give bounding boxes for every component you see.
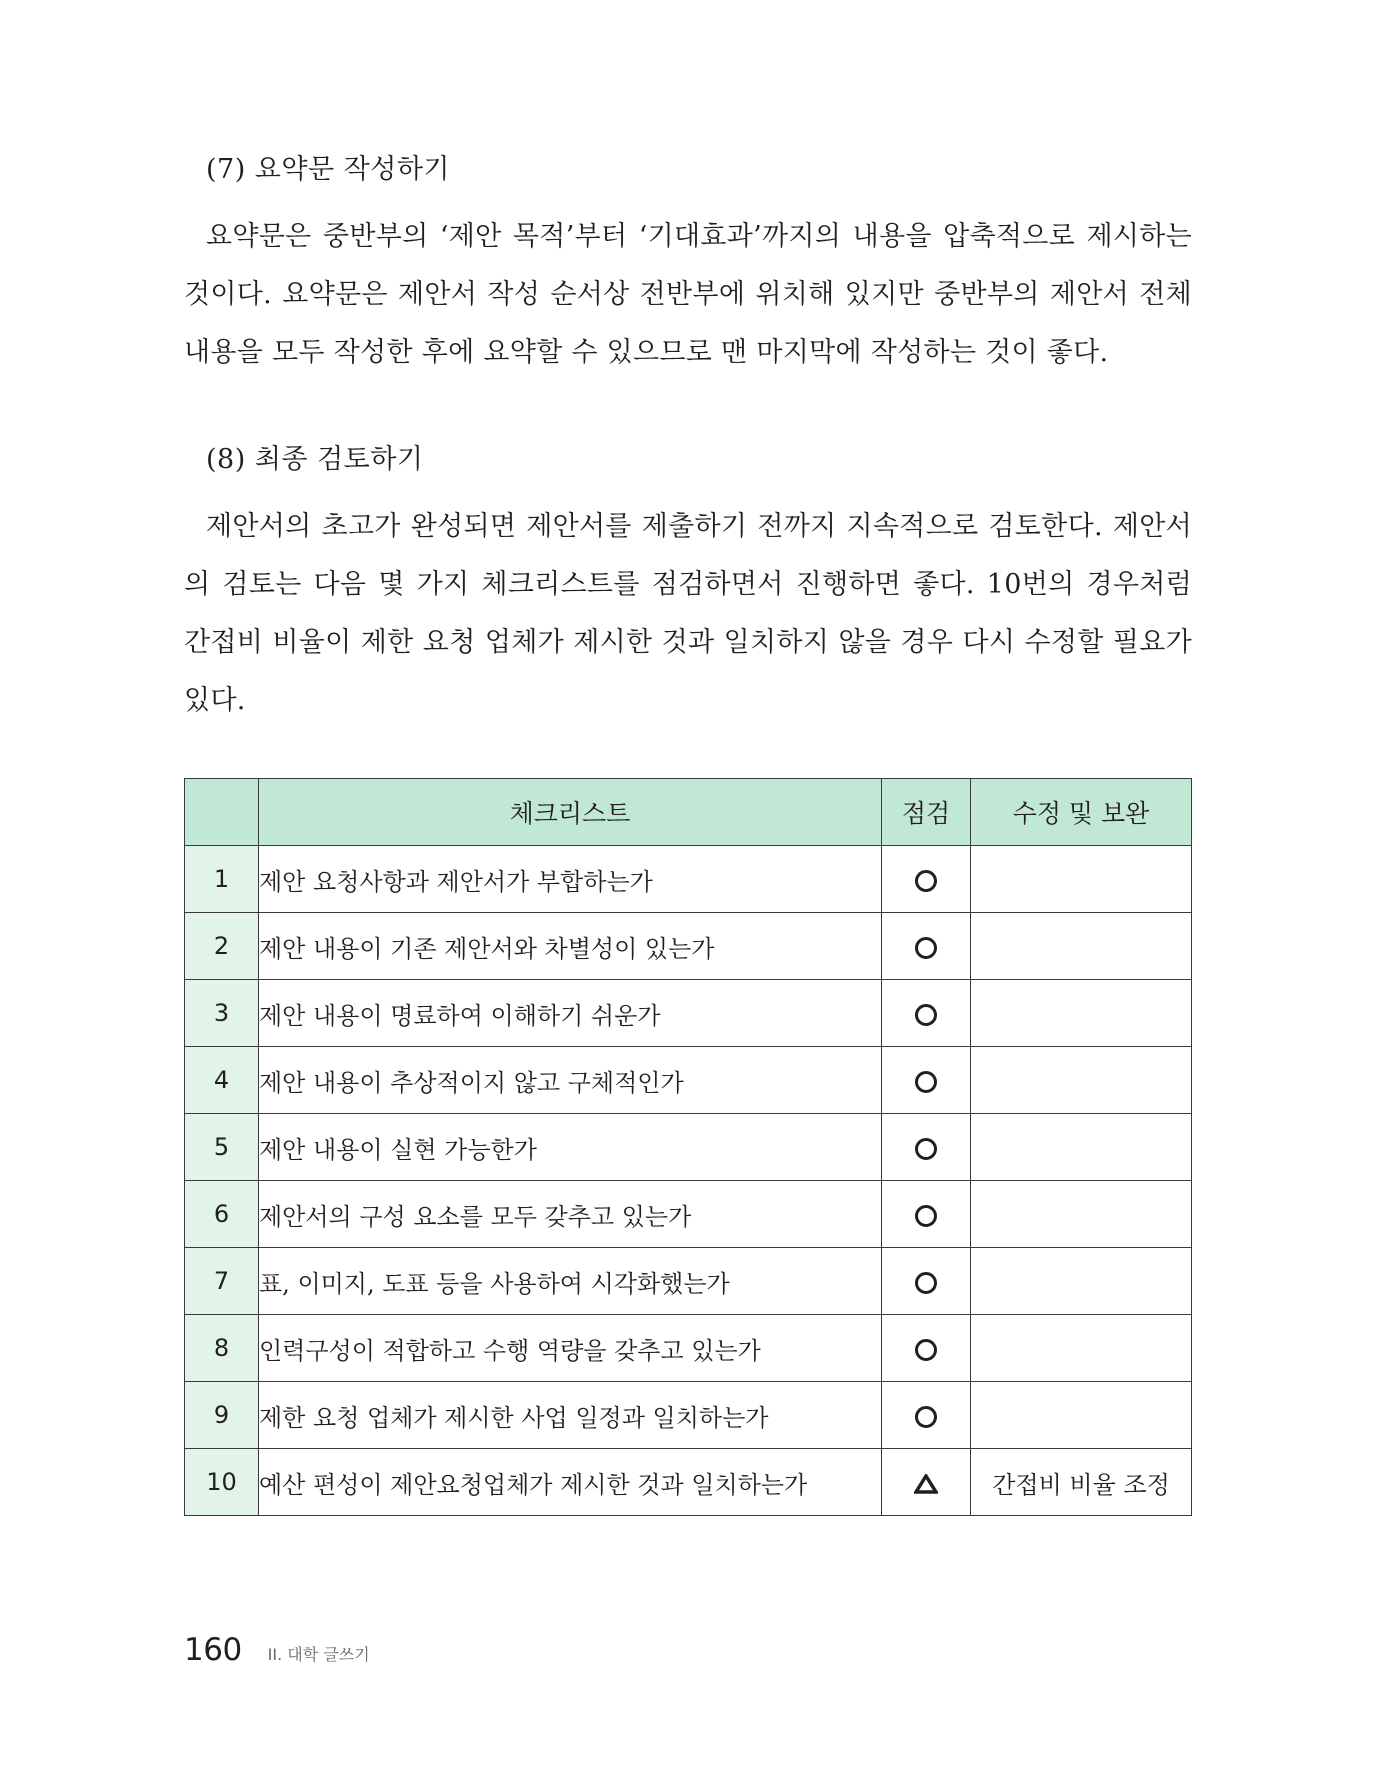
- row-number: 9: [185, 1382, 259, 1449]
- fix-note: [971, 980, 1192, 1047]
- fix-note: [971, 1382, 1192, 1449]
- fix-note: [971, 913, 1192, 980]
- check-mark-cell: [882, 846, 971, 913]
- header-checklist: 체크리스트: [259, 779, 882, 846]
- circle-mark-icon: [915, 1406, 937, 1428]
- circle-mark-icon: [915, 1004, 937, 1026]
- table-row: [185, 1047, 1192, 1114]
- checklist-item: 예산 편성이 제안요청업체가 제시한 것과 일치하는가: [259, 1449, 882, 1516]
- checklist-item: 제안서의 구성 요소를 모두 갖추고 있는가: [259, 1181, 882, 1248]
- header-check: 점검: [882, 779, 971, 846]
- check-mark-cell: [882, 1181, 971, 1248]
- check-mark-cell: [882, 1315, 971, 1382]
- header-fix: 수정 및 보완: [971, 779, 1192, 846]
- chapter-label: II. 대학 글쓰기: [267, 1645, 370, 1664]
- checklist-item: 제안 내용이 명료하여 이해하기 쉬운가: [259, 980, 882, 1047]
- table-row: [185, 980, 1192, 1047]
- row-number: 10: [185, 1449, 259, 1516]
- circle-mark-icon: [915, 1272, 937, 1294]
- checklist-item: 제안 내용이 기존 제안서와 차별성이 있는가: [259, 913, 882, 980]
- section-body: 제안서의 초고가 완성되면 제안서를 제출하기 전까지 지속적으로 검토한다. 제안서의 검토는 다음 몇 가지 체크리스트를 점검하면서 진행하면 좋다. 10번의 경우처럼 간접비 비율이 제한 요청 업체가 제시한 것과 일치하지 않을 경우 다시 수정할 필요가 있다.: [184, 511, 1192, 716]
- row-number: 1: [185, 846, 259, 913]
- fix-note: [971, 846, 1192, 913]
- table-body: [185, 846, 1192, 1516]
- checklist-table: [184, 778, 1192, 1516]
- section-body: 요약문은 중반부의 ‘제안 목적’부터 ‘기대효과’까지의 내용을 압축적으로 제시하는 것이다. 요약문은 제안서 작성 순서상 전반부에 위치해 있지만 중반부의 제안서 전체 내용을 모두 작성한 후에 요약할 수 있으므로 맨 마지막에 작성하는 것이 좋다.: [184, 221, 1192, 368]
- check-mark-cell: [882, 1382, 971, 1449]
- row-number: 7: [185, 1248, 259, 1315]
- row-number: 3: [185, 980, 259, 1047]
- table-header-row: [185, 779, 1192, 846]
- fix-note: [971, 1315, 1192, 1382]
- table-row: [185, 1315, 1192, 1382]
- row-number: 2: [185, 913, 259, 980]
- table-row: [185, 846, 1192, 913]
- checklist-item: 제안 요청사항과 제안서가 부합하는가: [259, 846, 882, 913]
- row-number: 4: [185, 1047, 259, 1114]
- circle-mark-icon: [915, 1071, 937, 1093]
- section-title: (7) 요약문 작성하기: [206, 154, 450, 185]
- circle-mark-icon: [915, 870, 937, 892]
- triangle-mark-icon: [914, 1474, 938, 1494]
- fix-note: [971, 1181, 1192, 1248]
- header-number: [185, 779, 259, 846]
- checklist-item: 표, 이미지, 도표 등을 사용하여 시각화했는가: [259, 1248, 882, 1315]
- row-number: 8: [185, 1315, 259, 1382]
- checklist-item: 제안 내용이 추상적이지 않고 구체적인가: [259, 1047, 882, 1114]
- circle-mark-icon: [915, 1138, 937, 1160]
- table-row: [185, 1449, 1192, 1516]
- row-number: 5: [185, 1114, 259, 1181]
- page-number: 160: [184, 1632, 242, 1668]
- check-mark-cell: [882, 1114, 971, 1181]
- checklist-item: 제한 요청 업체가 제시한 사업 일정과 일치하는가: [259, 1382, 882, 1449]
- page-footer: [184, 1632, 370, 1668]
- section-7: [184, 150, 1192, 382]
- check-mark-cell: [882, 980, 971, 1047]
- section-title: (8) 최종 검토하기: [206, 444, 424, 475]
- circle-mark-icon: [915, 1205, 937, 1227]
- check-mark-cell: [882, 1449, 971, 1516]
- circle-mark-icon: [915, 937, 937, 959]
- fix-note: [971, 1114, 1192, 1181]
- table-row: [185, 1248, 1192, 1315]
- fix-note: [971, 1248, 1192, 1315]
- check-mark-cell: [882, 1047, 971, 1114]
- fix-note: 간접비 비율 조정: [971, 1449, 1192, 1516]
- circle-mark-icon: [915, 1339, 937, 1361]
- table-row: [185, 1181, 1192, 1248]
- check-mark-cell: [882, 1248, 971, 1315]
- check-mark-cell: [882, 913, 971, 980]
- section-8: [184, 440, 1192, 730]
- checklist-item: 인력구성이 적합하고 수행 역량을 갖추고 있는가: [259, 1315, 882, 1382]
- fix-note: [971, 1047, 1192, 1114]
- row-number: 6: [185, 1181, 259, 1248]
- table-row: [185, 1382, 1192, 1449]
- checklist-item: 제안 내용이 실현 가능한가: [259, 1114, 882, 1181]
- table-row: [185, 913, 1192, 980]
- table-row: [185, 1114, 1192, 1181]
